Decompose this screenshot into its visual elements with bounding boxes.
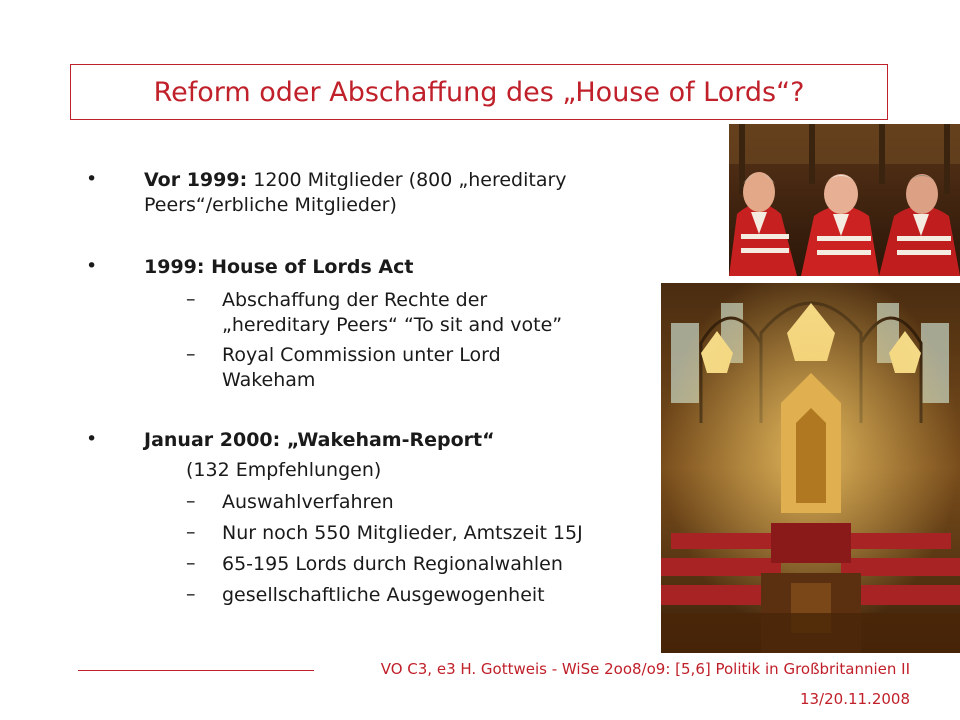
bullet-continuation: Peers“/erbliche Mitglieder): [144, 194, 397, 216]
sub-item: 65-195 Lords durch Regionalwahlen: [222, 553, 563, 575]
bullet-note: (132 Empfehlungen): [186, 459, 382, 481]
lords-photo: [729, 124, 960, 276]
bullet-marker: •: [86, 168, 98, 190]
sub-item-line: Royal Commission unter Lord: [222, 344, 501, 366]
footer-date: 13/20.11.2008: [799, 690, 910, 708]
sub-item: gesellschaftliche Ausgewogenheit: [222, 584, 545, 606]
sub-item: Auswahlverfahren: [222, 491, 394, 513]
dash-marker: –: [186, 490, 196, 512]
bullet-marker: •: [86, 428, 98, 450]
sub-item-line: Wakeham: [222, 369, 316, 391]
sub-item-line: Abschaffung der Rechte der: [222, 289, 488, 311]
footer-course-info: VO C3, e3 H. Gottweis - WiSe 2oo8/o9: [5,6] Politik in Großbritannien II: [380, 660, 910, 678]
dash-marker: –: [186, 552, 196, 574]
chamber-photo: [661, 283, 960, 653]
bullet-text: 1200 Mitglieder (800 „hereditary: [247, 169, 567, 191]
bullet-1999-act: [144, 255, 413, 279]
sub-item: Nur noch 550 Mitglieder, Amtszeit 15J: [222, 522, 583, 544]
chamber-photo-drawing: [661, 283, 960, 653]
bullet-wakeham-report: [144, 428, 495, 452]
bullet-vor-1999: [144, 168, 567, 192]
bullet-label: Vor 1999:: [144, 169, 248, 191]
bullet-label: 1999: House of Lords Act: [144, 256, 414, 278]
bullet-label: Januar 2000: „Wakeham-Report“: [144, 429, 495, 451]
dash-marker: –: [186, 343, 196, 365]
slide-title: Reform oder Abschaffung des „House of Lords“?: [153, 76, 805, 108]
bullet-marker: •: [86, 255, 98, 277]
dash-marker: –: [186, 583, 196, 605]
lords-photo-drawing: [729, 124, 960, 276]
dash-marker: –: [186, 288, 196, 310]
sub-item-line: „hereditary Peers“ “To sit and vote”: [222, 314, 563, 336]
title-box: [70, 64, 888, 120]
dash-marker: –: [186, 521, 196, 543]
footer-divider: [78, 670, 314, 671]
